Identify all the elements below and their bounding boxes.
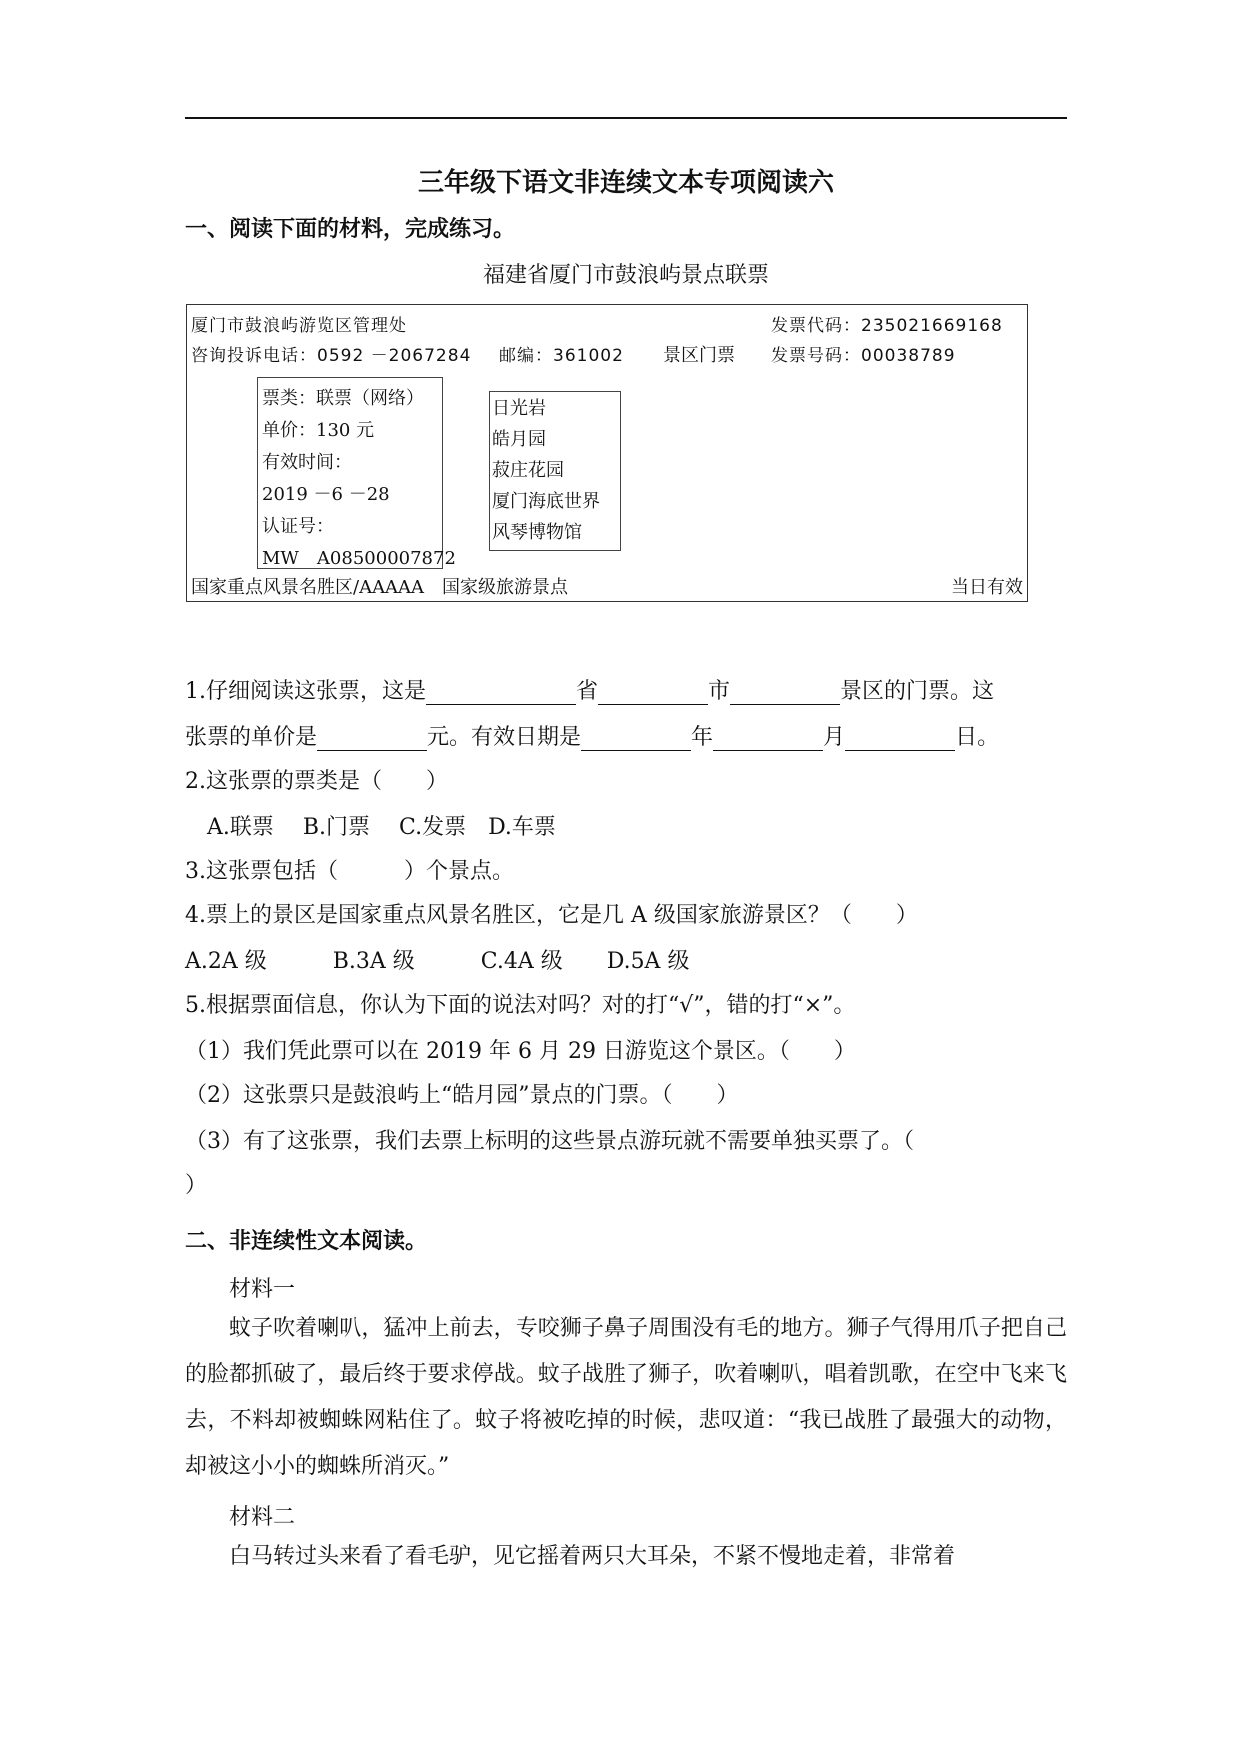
ticket-footer-validity: 当日有效 (951, 577, 1023, 598)
ticket-info-line: 认证号： (262, 516, 334, 537)
answer-blank[interactable] (845, 726, 955, 751)
page-title: 三年级下语文非连续文本专项阅读六 (417, 168, 834, 198)
ticket-postcode: 邮编：361002 (499, 346, 624, 366)
section-1-heading: 一、阅读下面的材料，完成练习。 (185, 217, 516, 242)
ticket-invoice-number: 发票号码：00038789 (771, 346, 956, 366)
question-5-item-3: （3）有了这张票，我们去票上标明的这些景点游玩就不需要单独买票了。（ (185, 1129, 914, 1154)
ticket-caption: 福建省厦门市鼓浪屿景点联票 (482, 263, 769, 288)
ticket-info-line: 单价：130 元 (262, 420, 375, 441)
question-1-line-1: 1.仔细阅读这张票，这是 省 市 景区的门票。这 (185, 679, 995, 704)
answer-blank[interactable] (598, 680, 708, 705)
spot-item: 日光岩 (492, 398, 546, 419)
question-2: 2.这张票的票类是（ ） (185, 769, 448, 794)
ticket-kind: 景区门票 (663, 345, 735, 366)
question-4: 4.票上的景区是国家重点风景名胜区，它是几 A 级国家旅游景区？（ ） (185, 903, 918, 928)
ticket-footer-rating: 国家重点风景名胜区/AAAAA 国家级旅游景点 (191, 577, 569, 598)
question-5-item-1: （1）我们凭此票可以在 2019 年 6 月 29 日游览这个景区。（ ） (185, 1039, 856, 1064)
ticket-invoice-code: 发票代码：235021669168 (771, 316, 1003, 336)
material-2-label: 材料二 (229, 1505, 296, 1530)
question-4-options: A.2A 级 B.3A 级 C.4A 级 D.5A 级 (185, 949, 690, 974)
ticket-info-line: 票类：联票（网络） (262, 388, 424, 409)
spot-item: 厦门海底世界 (492, 491, 600, 512)
section-2-heading: 二、非连续性文本阅读。 (185, 1229, 428, 1254)
header-rule (185, 117, 1067, 119)
material-2-text: 白马转过头来看了看毛驴，见它摇着两只大耳朵，不紧不慢地走着，非常着 (229, 1544, 956, 1569)
ticket-info-line: 有效时间： (262, 452, 352, 473)
ticket-phone: 咨询投诉电话：0592 －2067284 (191, 346, 472, 366)
question-3: 3.这张票包括（ ）个景点。 (185, 859, 514, 884)
question-5-item-3-end: ） (185, 1173, 208, 1198)
question-1-line-2: 张票的单价是 元。有效日期是 年 月 日。 (185, 725, 1000, 750)
question-2-options: A.联票 B.门票 C.发票 D.车票 (207, 815, 556, 840)
ticket-issuer: 厦门市鼓浪屿游览区管理处 (191, 316, 407, 336)
answer-blank[interactable] (730, 680, 840, 705)
answer-blank[interactable] (713, 726, 823, 751)
question-5: 5.根据票面信息，你认为下面的说法对吗？对的打“√”，错的打“×”。 (185, 993, 856, 1018)
material-1-label: 材料一 (229, 1277, 296, 1302)
question-5-item-2: （2）这张票只是鼓浪屿上“皓月园”景点的门票。（ ） (185, 1083, 739, 1108)
ticket (186, 304, 1028, 602)
spot-item: 风琴博物馆 (492, 522, 582, 543)
ticket-info-line: MW A08500007872 (262, 548, 456, 569)
ticket-info-line: 2019 －6 －28 (262, 484, 390, 505)
spot-item: 菽庄花园 (492, 460, 564, 481)
answer-blank[interactable] (426, 680, 576, 705)
ticket-spots-box (489, 391, 621, 551)
answer-blank[interactable] (317, 726, 427, 751)
ticket-info-box (257, 377, 456, 569)
answer-blank[interactable] (581, 726, 691, 751)
spot-item: 皓月园 (492, 429, 546, 450)
material-1-text: 蚊子吹着喇叭，猛冲上前去，专咬狮子鼻子周围没有毛的地方。狮子气得用爪子把自己的脸都抓破了，最后终于要求停战。蚊子战胜了狮子，吹着喇叭，唱着凯歌，在空中飞来飞去，不料却被蜘蛛网粘住了。蚊子将被吃掉的时候，悲叹道：“我已战胜了最强大的动物，却被这小小的蜘蛛所消灭。” (185, 1316, 1067, 1479)
